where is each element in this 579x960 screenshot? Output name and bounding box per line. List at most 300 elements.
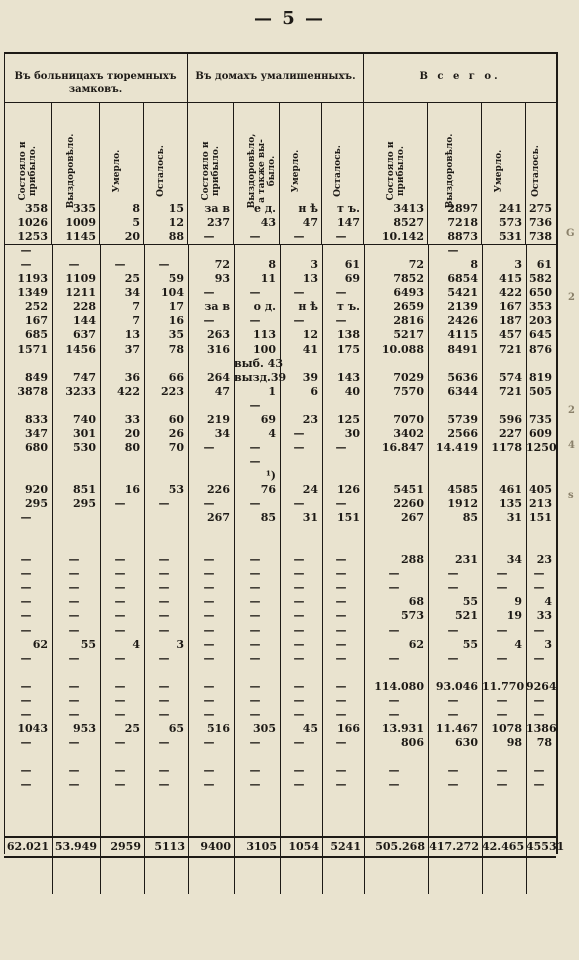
column-rule	[144, 244, 145, 894]
table-cell: 358	[25, 202, 48, 215]
table-cell: —	[68, 623, 80, 637]
table-cell: —	[335, 595, 347, 609]
table-cell: 422	[499, 286, 522, 300]
table-cell: 85	[260, 511, 276, 525]
table-cell: —	[335, 651, 347, 665]
table-cell: —	[68, 581, 80, 595]
table-cell: —	[68, 735, 80, 749]
table-cell: 187	[499, 314, 522, 328]
table-cell: 31	[302, 511, 318, 525]
total-cell: 5113	[154, 840, 185, 853]
table-cell: 16.847	[381, 440, 424, 454]
margin-mark: s	[568, 490, 574, 501]
column-rule	[188, 244, 189, 894]
table-cell: 6	[310, 384, 318, 398]
table-cell: 267	[207, 511, 230, 525]
table-cell: —	[293, 581, 305, 595]
table-cell: 7218	[447, 216, 478, 230]
table-cell: 35	[168, 328, 184, 342]
table-cell: 457	[499, 328, 522, 342]
table-cell: 98	[506, 735, 522, 749]
table-cell: 104	[161, 286, 184, 300]
table-cell: —	[20, 595, 32, 609]
table-cell: 47	[302, 216, 318, 230]
table-cell: —	[496, 581, 508, 595]
table-cell: —	[249, 637, 261, 651]
table-cell: —	[293, 286, 305, 300]
table-cell: 8527	[393, 216, 424, 230]
table-cell: 237	[207, 216, 230, 230]
table-cell: 8873	[447, 230, 478, 244]
table-cell: 151	[337, 511, 360, 525]
table-cell: —	[20, 693, 32, 707]
table-cell: 3413	[393, 202, 424, 215]
table-cell: —	[335, 553, 347, 567]
table-cell: —	[20, 707, 32, 721]
table-cell: —	[293, 679, 305, 693]
table-cell: —	[293, 230, 305, 244]
column-rule	[100, 244, 101, 894]
table-cell: —	[20, 623, 32, 637]
table-cell: 4	[268, 426, 276, 440]
table-cell: —	[293, 553, 305, 567]
table-cell: 60	[168, 412, 184, 426]
table-cell: за в	[204, 202, 230, 215]
table-cell: 231	[455, 553, 478, 567]
table-cell: 41	[302, 342, 318, 356]
table-cell: 1043	[17, 721, 48, 735]
table-cell: —	[68, 553, 80, 567]
table-cell: 93.046	[435, 679, 478, 693]
table-cell: 167	[25, 314, 48, 328]
table-cell: 12	[302, 328, 318, 342]
table-cell: 5739	[447, 412, 478, 426]
table-cell: 1	[268, 384, 276, 398]
table-cell: 5421	[447, 286, 478, 300]
table-cell: 630	[455, 735, 478, 749]
table-cell: 5636	[447, 370, 478, 384]
column-rule	[4, 54, 5, 854]
table-cell: 685	[25, 328, 48, 342]
table-cell: —	[249, 651, 261, 665]
table-cell: —	[447, 567, 459, 581]
table-cell: 17	[168, 300, 184, 314]
table-cell: —	[203, 707, 215, 721]
table-cell: —	[249, 454, 261, 468]
table-cell: —	[249, 553, 261, 567]
table-cell: 335	[73, 202, 96, 215]
table-cell: 3402	[393, 426, 424, 440]
table-cell: ¹)	[265, 468, 276, 482]
table-cell: —	[496, 764, 508, 777]
table-cell: —	[20, 567, 32, 581]
table-cell: —	[203, 637, 215, 651]
table-cell: 144	[73, 314, 96, 328]
table-cell: —	[68, 764, 80, 777]
margin-mark: 4	[568, 440, 575, 451]
table-cell: 78	[536, 735, 552, 749]
table-cell: 43	[260, 216, 276, 230]
table-cell: —	[203, 609, 215, 623]
table-cell: —	[496, 651, 508, 665]
table-cell: 61	[344, 258, 360, 272]
table-cell: выб. 43	[234, 356, 283, 370]
table-cell: —	[249, 230, 261, 244]
group-header-total: В с е г о.	[419, 71, 501, 82]
table-cell: 33	[536, 609, 552, 623]
table-cell: —	[533, 764, 545, 777]
table-cell: 175	[337, 342, 360, 356]
table-cell: —	[158, 778, 170, 792]
table-cell: —	[388, 707, 400, 721]
table-cell: —	[533, 651, 545, 665]
table-cell: 13	[124, 328, 140, 342]
column-header-label: Выздоровѣло.	[65, 133, 76, 209]
column-rule	[280, 244, 281, 894]
table-cell: 167	[499, 300, 522, 314]
table-cell: —	[20, 764, 32, 777]
table-cell: —	[335, 581, 347, 595]
table-cell: —	[249, 581, 261, 595]
table-cell: —	[203, 567, 215, 581]
total-cell: 3105	[246, 840, 277, 853]
table-cell: —	[249, 623, 261, 637]
table-cell: —	[293, 778, 305, 792]
table-cell: 1386	[526, 721, 557, 735]
table-cell: —	[496, 623, 508, 637]
table-cell: —	[293, 693, 305, 707]
table-cell: 10.088	[381, 342, 424, 356]
table-cell: 3	[176, 637, 184, 651]
table-cell: 747	[73, 370, 96, 384]
table-cell: 8491	[447, 342, 478, 356]
table-cell: 138	[337, 328, 360, 342]
table-cell: 65	[168, 721, 184, 735]
table-cell: —	[447, 693, 459, 707]
table-cell: 9	[514, 595, 522, 609]
table-cell: —	[203, 764, 215, 777]
table-cell: —	[114, 693, 126, 707]
table-cell: 267	[401, 511, 424, 525]
total-cell: 505.268	[375, 840, 425, 853]
column-header-label: Осталось.	[332, 145, 343, 197]
table-cell: —	[203, 679, 215, 693]
table-cell: —	[533, 707, 545, 721]
total-cell: 417.272	[429, 840, 479, 853]
table-cell: 347	[25, 426, 48, 440]
table-cell: 7029	[393, 370, 424, 384]
table-cell: —	[293, 595, 305, 609]
table-cell: 34	[506, 553, 522, 567]
group-header-asylums: Въ домахъ умалишенныхъ.	[188, 54, 364, 102]
table-cell: 736	[529, 216, 552, 230]
table-cell: —	[203, 778, 215, 792]
table-cell: —	[388, 651, 400, 665]
table-cell: 876	[529, 342, 552, 356]
total-cell: 2959	[110, 840, 141, 853]
table-cell: 582	[529, 272, 552, 286]
table-cell: —	[335, 497, 347, 511]
table-cell: —	[20, 258, 32, 272]
table-cell: 953	[73, 721, 96, 735]
table-cell: 37	[124, 342, 140, 356]
table-cell: 12	[168, 216, 184, 230]
table-cell: 305	[253, 721, 276, 735]
table-cell: 219	[207, 412, 230, 426]
table-cell: 5451	[393, 483, 424, 496]
table-cell: —	[293, 440, 305, 454]
table-cell: 806	[401, 735, 424, 749]
table-cell: 226	[207, 483, 230, 496]
table-cell: 113	[253, 328, 276, 342]
table-cell: 147	[337, 216, 360, 230]
table-cell: 24	[302, 483, 318, 496]
table-cell: —	[335, 314, 347, 328]
table-cell: —	[68, 693, 80, 707]
table-cell: 301	[73, 426, 96, 440]
table-cell: 650	[529, 286, 552, 300]
table-cell: 1250	[526, 440, 557, 454]
table-cell: 3	[544, 637, 552, 651]
table-cell: 31	[506, 511, 522, 525]
table-cell: —	[20, 581, 32, 595]
table-cell: —	[293, 707, 305, 721]
table-cell: 263	[207, 328, 230, 342]
table-cell: 100	[253, 342, 276, 356]
table-cell: —	[447, 651, 459, 665]
table-cell: 353	[529, 300, 552, 314]
table-cell: —	[447, 707, 459, 721]
table-cell: 223	[161, 384, 184, 398]
table-cell: —	[249, 286, 261, 300]
table-cell: 4115	[447, 328, 478, 342]
table-cell: —	[114, 567, 126, 581]
table-cell: 2139	[447, 300, 478, 314]
table-cell: е д.	[254, 202, 276, 215]
table-cell: —	[249, 735, 261, 749]
table-cell: —	[158, 581, 170, 595]
table-cell: —	[293, 567, 305, 581]
group-header-prison-hospitals: Въ больницахъ тюремныхъ замковъ.	[4, 54, 188, 102]
table-cell: —	[68, 778, 80, 792]
table-cell: 66	[168, 370, 184, 384]
table-cell: —	[20, 244, 32, 258]
table-cell: 126	[337, 483, 360, 496]
column-rule	[428, 244, 429, 894]
table-cell: —	[68, 679, 80, 693]
table-cell: —	[249, 567, 261, 581]
table-cell: —	[114, 581, 126, 595]
table-cell: 62	[408, 637, 424, 651]
table-cell: 59	[168, 272, 184, 286]
table-cell: —	[447, 764, 459, 777]
table-cell: —	[68, 651, 80, 665]
table-cell: 3878	[17, 384, 48, 398]
table-cell: 738	[529, 230, 552, 244]
table-cell: 6854	[447, 272, 478, 286]
table-cell: 2260	[393, 497, 424, 511]
column-header-label: Осталось.	[155, 145, 166, 197]
table-cell: 78	[168, 342, 184, 356]
table-cell: 34	[214, 426, 230, 440]
table-cell: —	[203, 595, 215, 609]
table-cell: 8	[132, 202, 140, 215]
table-cell: 80	[124, 440, 140, 454]
table-cell: 1109	[65, 272, 96, 286]
table-cell: 7852	[393, 272, 424, 286]
table-cell: —	[114, 609, 126, 623]
table-cell: —	[335, 230, 347, 244]
table-cell: 415	[499, 272, 522, 286]
table-cell: —	[20, 511, 32, 525]
table-cell: —	[249, 314, 261, 328]
table-cell: 9264	[526, 679, 557, 693]
table-cell: 5217	[393, 328, 424, 342]
table-cell: т ъ.	[337, 300, 360, 314]
table-cell: —	[388, 623, 400, 637]
table-cell: 30	[344, 426, 360, 440]
table-cell: 1078	[491, 721, 522, 735]
table-cell: —	[249, 679, 261, 693]
table-cell: 920	[25, 483, 48, 496]
table-cell: 5	[132, 216, 140, 230]
table-cell: 3	[310, 258, 318, 272]
table-cell: —	[203, 623, 215, 637]
table-cell: —	[293, 764, 305, 777]
table-cell: 7570	[393, 384, 424, 398]
table-cell: 13	[302, 272, 318, 286]
table-cell: 316	[207, 342, 230, 356]
table-cell: 264	[207, 370, 230, 384]
margin-mark: G	[566, 228, 575, 239]
table-cell: 227	[499, 426, 522, 440]
table-cell: 125	[337, 412, 360, 426]
table-cell: —	[20, 679, 32, 693]
table-cell: 2897	[447, 202, 478, 215]
table-cell: 23	[302, 412, 318, 426]
table-cell: —	[293, 651, 305, 665]
table-cell: —	[335, 609, 347, 623]
table-cell: —	[496, 567, 508, 581]
margin-mark: 2	[568, 292, 575, 303]
table-cell: 4585	[447, 483, 478, 496]
table-cell: 213	[529, 497, 552, 511]
table-cell: —	[293, 735, 305, 749]
table-cell: 11	[260, 272, 276, 286]
table-cell: —	[203, 230, 215, 244]
table-cell: 2426	[447, 314, 478, 328]
column-rule	[482, 244, 483, 894]
table-cell: —	[293, 637, 305, 651]
table-cell: 16	[124, 483, 140, 496]
column-header-label: Умерло.	[111, 149, 122, 193]
table-cell: —	[20, 553, 32, 567]
table-cell: 33	[124, 412, 140, 426]
column-header-label: Состояло и прибыло.	[385, 141, 406, 201]
table-cell: за в	[204, 300, 230, 314]
column-rule	[526, 244, 527, 894]
table-cell: 252	[25, 300, 48, 314]
table-cell: 609	[529, 426, 552, 440]
table-cell: —	[249, 398, 261, 412]
table-cell: —	[203, 553, 215, 567]
table-cell: —	[533, 693, 545, 707]
table-cell: 11.770	[482, 679, 525, 693]
table-cell: 55	[462, 637, 478, 651]
table-cell: 1253	[17, 230, 48, 244]
table-cell: —	[20, 651, 32, 665]
table-cell: 20	[124, 230, 140, 244]
column-header-label: Выздоровѣло, а также вы- было.	[246, 133, 277, 209]
table-cell: 85	[462, 511, 478, 525]
table-cell: 8	[268, 258, 276, 272]
table-cell: 55	[462, 595, 478, 609]
table-cell: 20	[124, 426, 140, 440]
table-cell: —	[158, 735, 170, 749]
table-cell: 88	[168, 230, 184, 244]
table-cell: —	[203, 651, 215, 665]
table-cell: 55	[80, 637, 96, 651]
table-cell: 69	[344, 272, 360, 286]
table-cell: —	[158, 595, 170, 609]
table-cell: —	[20, 778, 32, 792]
table-cell: —	[68, 567, 80, 581]
total-cell: 5241	[330, 840, 361, 853]
table-cell: —	[335, 778, 347, 792]
table-cell: 505	[529, 384, 552, 398]
table-cell: 851	[73, 483, 96, 496]
table-cell: 405	[529, 483, 552, 496]
table-cell: —	[249, 595, 261, 609]
total-cell: 1054	[288, 840, 319, 853]
table-cell: 36	[124, 370, 140, 384]
table-cell: 25	[124, 721, 140, 735]
table-cell: —	[388, 764, 400, 777]
table-cell: —	[158, 623, 170, 637]
table-cell: 166	[337, 721, 360, 735]
table-cell: —	[388, 693, 400, 707]
table-cell: 23	[536, 553, 552, 567]
total-cell: 9400	[200, 840, 231, 853]
table-cell: —	[335, 764, 347, 777]
table-cell: 39	[302, 370, 318, 384]
table-cell: 275	[529, 202, 552, 215]
table-cell: н ѣ	[298, 300, 318, 314]
table-cell: —	[249, 497, 261, 511]
table-cell: —	[158, 679, 170, 693]
column-header-label: Состояло и прибыло.	[17, 141, 38, 201]
table-cell: —	[335, 707, 347, 721]
table-cell: 721	[499, 342, 522, 356]
table-cell: —	[293, 623, 305, 637]
table-cell: 47	[214, 384, 230, 398]
table-cell: 1912	[447, 497, 478, 511]
table-cell: 26	[168, 426, 184, 440]
table-cell: 72	[214, 258, 230, 272]
table-cell: —	[158, 258, 170, 272]
table-cell: —	[203, 497, 215, 511]
column-header-label: Осталось.	[531, 145, 541, 197]
table-cell: —	[158, 651, 170, 665]
margin-mark: 2	[568, 405, 575, 416]
table-cell: 7	[132, 300, 140, 314]
table-cell: 68	[408, 595, 424, 609]
column-rule	[52, 244, 53, 894]
table-cell: —	[388, 581, 400, 595]
total-cell: 42.465	[482, 840, 525, 853]
table-cell: —	[335, 679, 347, 693]
table-cell: 521	[455, 609, 478, 623]
